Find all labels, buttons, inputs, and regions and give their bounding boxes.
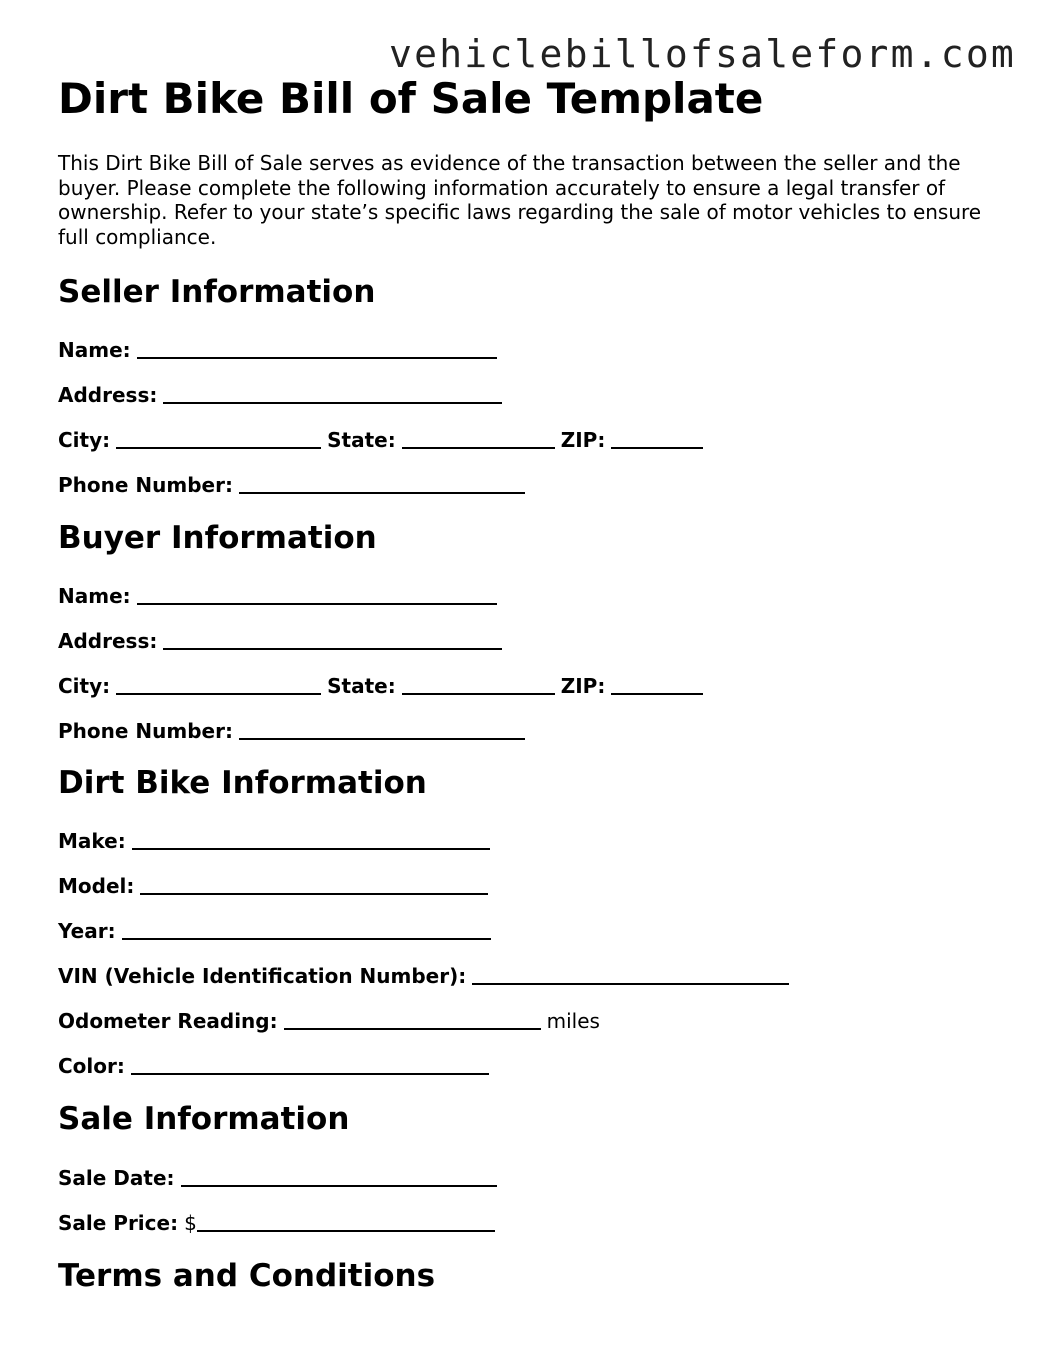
bike-section-heading: Dirt Bike Information (58, 765, 427, 801)
bike-odometer-label: Odometer Reading: (58, 1009, 278, 1033)
buyer-phone-row (58, 715, 525, 743)
bike-year-row (58, 915, 491, 943)
sale-price-row (58, 1207, 495, 1235)
seller-address-field[interactable] (163, 384, 502, 404)
sale-price-field[interactable] (197, 1212, 495, 1232)
buyer-name-label: Name: (58, 584, 131, 608)
seller-city-field[interactable] (116, 429, 321, 449)
sale-date-label: Sale Date: (58, 1166, 175, 1190)
buyer-section-heading: Buyer Information (58, 520, 377, 556)
seller-city-state-zip-row (58, 424, 703, 452)
buyer-address-field[interactable] (163, 630, 502, 650)
seller-phone-field[interactable] (239, 474, 525, 494)
seller-section-heading: Seller Information (58, 274, 376, 310)
seller-name-row (58, 334, 497, 362)
bike-color-row (58, 1050, 489, 1078)
bike-odometer-field[interactable] (284, 1010, 541, 1030)
buyer-name-row (58, 580, 497, 608)
buyer-state-label: State: (327, 674, 396, 698)
page-title: Dirt Bike Bill of Sale Template (58, 74, 764, 123)
bike-model-row (58, 870, 488, 898)
seller-phone-row (58, 469, 525, 497)
bike-make-field[interactable] (132, 830, 490, 850)
bike-make-label: Make: (58, 829, 126, 853)
seller-zip-label: ZIP: (560, 428, 606, 452)
buyer-city-label: City: (58, 674, 111, 698)
terms-section-heading: Terms and Conditions (58, 1258, 436, 1294)
seller-address-row (58, 379, 502, 407)
sale-date-field[interactable] (181, 1167, 497, 1187)
buyer-zip-field[interactable] (611, 675, 703, 695)
intro-paragraph: This Dirt Bike Bill of Sale serves as evidence of the transaction between the seller and the buyer. Please complete the following information accurately to ensure a legal transfer of ownership. Refer to your state’s specific laws regarding the sale of motor vehicles to ensure full compliance. (58, 151, 982, 249)
bike-year-label: Year: (58, 919, 116, 943)
buyer-name-field[interactable] (137, 585, 497, 605)
buyer-phone-field[interactable] (239, 720, 525, 740)
seller-zip-field[interactable] (611, 429, 703, 449)
bike-model-label: Model: (58, 874, 135, 898)
bike-model-field[interactable] (140, 875, 488, 895)
sale-section-heading: Sale Information (58, 1101, 350, 1137)
seller-name-label: Name: (58, 338, 131, 362)
bike-color-label: Color: (58, 1054, 125, 1078)
bike-color-field[interactable] (131, 1055, 489, 1075)
sale-date-row (58, 1162, 497, 1190)
seller-address-label: Address: (58, 383, 158, 407)
seller-city-label: City: (58, 428, 111, 452)
buyer-state-field[interactable] (402, 675, 555, 695)
bike-vin-label: VIN (Vehicle Identification Number): (58, 964, 467, 988)
seller-state-label: State: (327, 428, 396, 452)
seller-name-field[interactable] (137, 339, 497, 359)
seller-phone-label: Phone Number: (58, 473, 233, 497)
buyer-phone-label: Phone Number: (58, 719, 233, 743)
buyer-city-field[interactable] (116, 675, 321, 695)
bike-year-field[interactable] (122, 920, 491, 940)
currency-symbol: $ (184, 1211, 197, 1235)
bike-vin-row (58, 960, 789, 988)
buyer-city-state-zip-row (58, 670, 703, 698)
odometer-unit: miles (546, 1009, 600, 1033)
site-watermark: vehiclebillofsaleform.com (389, 32, 1016, 76)
buyer-address-label: Address: (58, 629, 158, 653)
buyer-address-row (58, 625, 502, 653)
buyer-zip-label: ZIP: (560, 674, 606, 698)
seller-state-field[interactable] (402, 429, 555, 449)
sale-price-label: Sale Price: (58, 1211, 179, 1235)
bike-odometer-row (58, 1005, 600, 1033)
bike-make-row (58, 825, 490, 853)
bike-vin-field[interactable] (472, 965, 789, 985)
